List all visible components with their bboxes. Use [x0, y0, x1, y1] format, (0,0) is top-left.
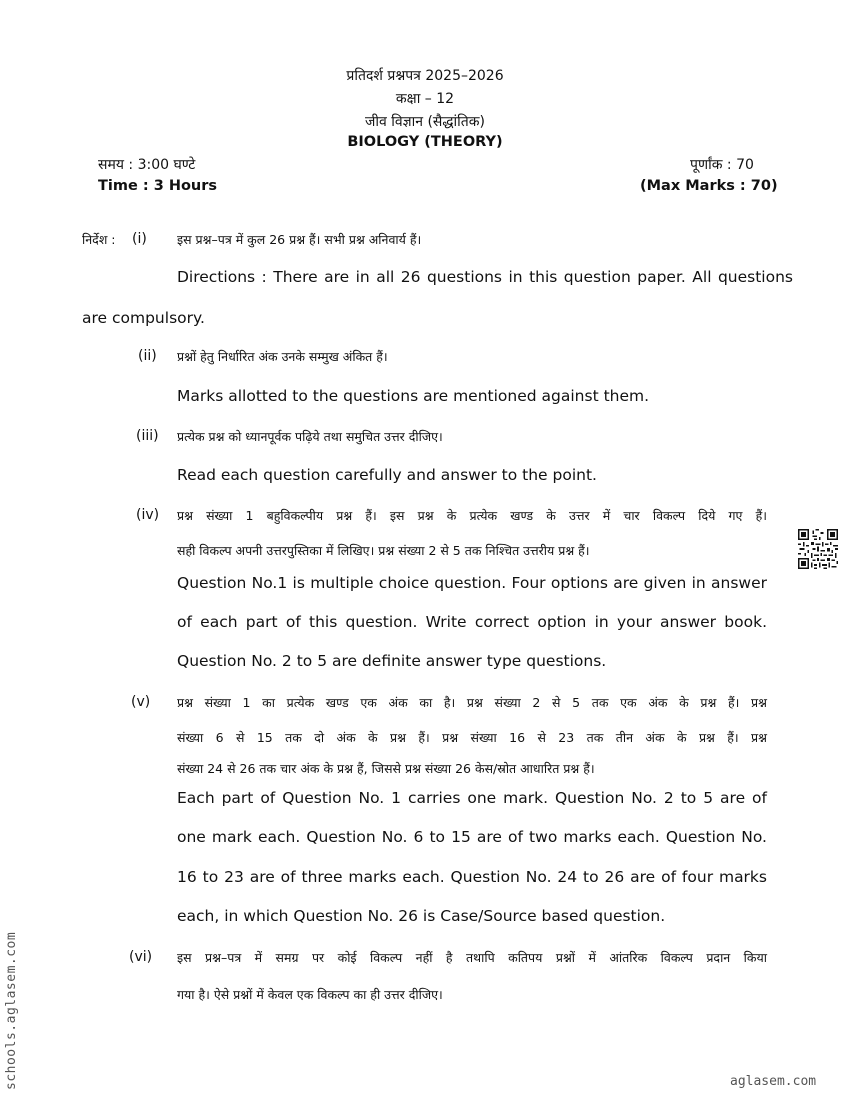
instruction-text-en: Question No.1 is multiple choice question. Four options are given in answer	[177, 574, 767, 592]
instruction-number: (i)	[132, 231, 147, 247]
instruction-text-en: 16 to 23 are of three marks each. Question No. 24 to 26 are of four marks	[177, 868, 767, 886]
instruction-text-en: Marks allotted to the questions are mentioned against them.	[177, 387, 650, 405]
instruction-text-en: Each part of Question No. 1 carries one mark. Question No. 2 to 5 are of	[177, 789, 767, 807]
max-marks-hi: पूर्णांक : 70	[690, 157, 754, 173]
instruction-text-en: are compulsory.	[82, 309, 205, 327]
instruction-text-hi: इस प्रश्न–पत्र में कुल 26 प्रश्न हैं। सभी प्रश्न अनिवार्य हैं।	[177, 232, 422, 247]
subject-en: BIOLOGY (THEORY)	[347, 134, 503, 150]
instruction-number: (v)	[131, 694, 151, 710]
instruction-text-en: of each part of this question. Write correct option in your answer book.	[177, 613, 767, 631]
time-en: Time : 3 Hours	[98, 178, 218, 194]
paper-title-hi: प्रतिदर्श प्रश्नपत्र 2025–2026	[346, 68, 504, 84]
instructions-label: निर्देश :	[82, 232, 116, 247]
instruction-number: (iv)	[136, 507, 160, 523]
instruction-text-en: one mark each. Question No. 6 to 15 are of two marks each. Question No.	[177, 828, 767, 846]
instruction-text-en: Read each question carefully and answer to the point.	[177, 466, 597, 484]
instruction-number: (iii)	[136, 428, 159, 444]
side-watermark: schools.aglasem.com	[4, 931, 19, 1090]
instruction-text-hi: सही विकल्प अपनी उत्तरपुस्तिका में लिखिए। प्रश्न संख्या 2 से 5 तक निश्चित उत्तरीय प्रश्न हैं।	[177, 543, 590, 558]
instruction-text-hi: संख्या 24 से 26 तक चार अंक के प्रश्न हैं, जिससे प्रश्न संख्या 26 केस/स्रोत आधारित प्रश्न हैं।	[177, 761, 595, 776]
instruction-text-hi: संख्या 6 से 15 तक दो अंक के प्रश्न हैं। प्रश्न संख्या 16 से 23 तक तीन अंक के प्रश्न हैं। प्रश्न	[177, 730, 767, 745]
instruction-text-hi: गया है। ऐसे प्रश्नों में केवल एक विकल्प का ही उत्तर दीजिए।	[177, 987, 443, 1002]
instruction-text-en: Directions : There are in all 26 questions in this question paper. All questions	[177, 268, 793, 286]
instruction-text-hi: प्रश्न संख्या 1 का प्रत्येक खण्ड एक अंक का है। प्रश्न संख्या 2 से 5 तक एक अंक के प्रश्न हैं। प्रश्न	[177, 695, 767, 710]
class-hi: कक्षा – 12	[395, 91, 455, 107]
instruction-text-en: Question No. 2 to 5 are definite answer type questions.	[177, 652, 607, 670]
time-hi: समय : 3:00 घण्टे	[98, 157, 196, 173]
max-marks-en: (Max Marks : 70)	[640, 178, 778, 194]
instruction-number: (vi)	[129, 949, 153, 965]
instruction-text-en: each, in which Question No. 26 is Case/Source based question.	[177, 907, 666, 925]
instruction-text-hi: प्रश्न संख्या 1 बहुविकल्पीय प्रश्न हैं। इस प्रश्न के प्रत्येक खण्ड के उत्तर में चार विकल्प दिये गए हैं।	[177, 508, 767, 523]
instruction-text-hi: प्रत्येक प्रश्न को ध्यानपूर्वक पढ़िये तथा समुचित उत्तर दीजिए।	[177, 429, 443, 444]
instruction-text-hi: प्रश्नों हेतु निर्धारित अंक उनके सम्मुख अंकित हैं।	[177, 349, 388, 364]
subject-hi: जीव विज्ञान (सैद्धांतिक)	[364, 114, 486, 130]
instruction-text-hi: इस प्रश्न–पत्र में समग्र पर कोई विकल्प नहीं है तथापि कतिपय प्रश्नों में आंतरिक विकल्प प्रदान किया	[177, 950, 767, 965]
footer-watermark: aglasem.com	[730, 1074, 817, 1089]
qr-code-icon	[798, 529, 838, 569]
instruction-number: (ii)	[138, 348, 157, 364]
